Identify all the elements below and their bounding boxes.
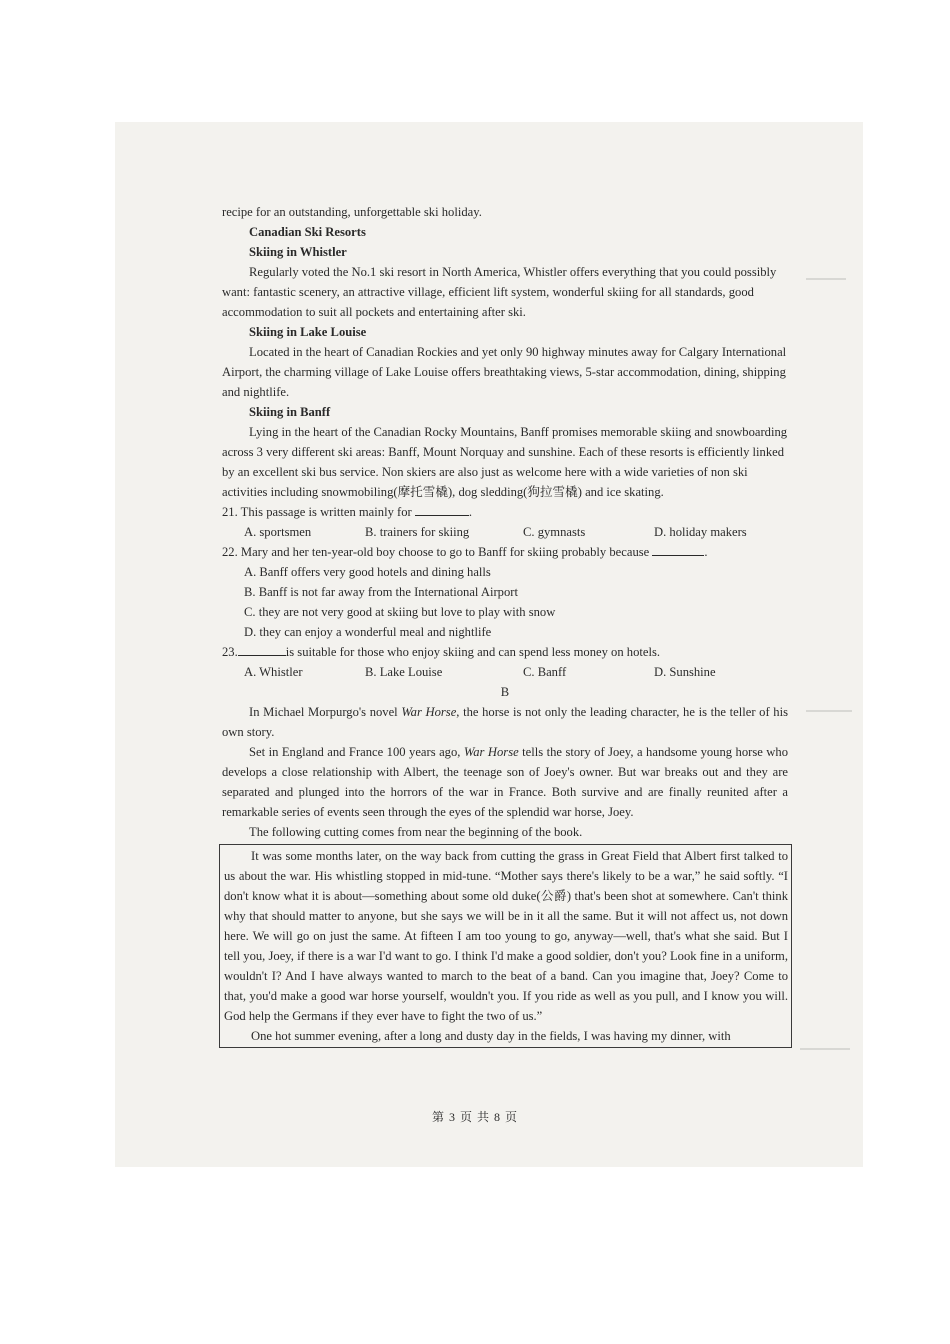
- option-a: A. sportsmen: [244, 525, 312, 539]
- passage-paragraph: The following cutting comes from near the beginning of the book.: [249, 825, 583, 839]
- option-d: D. Sunshine: [654, 665, 716, 679]
- intro-tail: recipe for an outstanding, unforgettable ski holiday.: [222, 205, 482, 219]
- question-21: [222, 502, 788, 522]
- book-title: War Horse: [463, 745, 519, 759]
- question-end: .: [468, 505, 473, 519]
- options-21: [222, 522, 788, 542]
- excerpt-box: [219, 844, 792, 1048]
- question-22: [222, 542, 788, 562]
- scan-bleed-mark: [806, 278, 846, 280]
- resort-description: Located in the heart of Canadian Rockies and yet only 90 highway minutes away for Calgary International Airport, the charming village of Lake Louise offers breathtaking views, 5-star accommodation, dining, shipping and nightlife.: [222, 345, 787, 399]
- option-b: B. Lake Louise: [365, 665, 443, 679]
- answer-blank: [238, 643, 286, 656]
- option-a: A. Whistler: [244, 665, 303, 679]
- passage-paragraph: In Michael Morpurgo's novel War Horse, the horse is not only the leading character, he is the teller of his own story.: [222, 705, 788, 739]
- resort-description: Regularly voted the No.1 ski resort in North America, Whistler offers everything that you could possibly want: fantastic scenery, an attractive village, efficient lift system, wonderful skiing for all standards, good accommodation to suit all pockets and entertaining after ski.: [222, 265, 777, 319]
- section-letter: B: [500, 685, 510, 699]
- question-stem: 21. This passage is written mainly for: [222, 505, 412, 519]
- option-b: B. trainers for skiing: [365, 525, 470, 539]
- option-c: C. Banff: [523, 665, 567, 679]
- resort-title: Skiing in Lake Louise: [249, 325, 367, 339]
- resort-title: Skiing in Banff: [249, 405, 331, 419]
- option-c: C. they are not very good at skiing but love to play with snow: [244, 605, 556, 619]
- page-number: 第 3 页 共 8 页: [431, 1110, 518, 1124]
- scan-bleed-mark: [800, 1048, 850, 1050]
- answer-blank: [652, 543, 704, 556]
- passage-paragraph: Set in England and France 100 years ago, War Horse tells the story of Joey, a handsome young horse who develops a close relationship with Albert, the teenage son of Joey's owner. But war breaks out and they are separated and plunged into the horrors of the war in France. Both survive and are finally reunited after a remarkable series of events seen through the eyes of the splendid war horse, Joey.: [222, 745, 788, 819]
- resort-title: Skiing in Whistler: [249, 245, 347, 259]
- option-d: D. they can enjoy a wonderful meal and nightlife: [244, 625, 492, 639]
- answer-blank: [415, 503, 469, 516]
- section-heading: Canadian Ski Resorts: [249, 225, 366, 239]
- option-c: C. gymnasts: [523, 525, 586, 539]
- excerpt-paragraph: One hot summer evening, after a long and dusty day in the fields, I was having my dinner, with: [251, 1029, 731, 1043]
- excerpt-paragraph: It was some months later, on the way back from cutting the grass in Great Field that Albert first talked to us about the war. His whistling stopped in mid-tune. “Mother says there's likely to be a war,” he said softly. “I don't know what it is about—something about some old duke(公爵) that's been shot at somewhere. Can't think why that should matter to anyone, but she says we will be in it all the same. But it will not affect us, not down here. We will go on just the same. At fifteen I am too young to go, anyway—well, that's what she said. But I tell you, Joey, if there is a war I'd want to go. I think I'd make a good soldier, don't you? Look fine in a uniform, wouldn't I? And I have always wanted to march to the beat of a band. Can you imagine that, Joey? Come to that, you'd make a good war horse yourself, wouldn't you. If you ride as well as you pull, and I know you will. God help the Germans if they ever have to fight the two of us.”: [224, 849, 788, 1023]
- document-body: [222, 202, 788, 1048]
- question-number: 23.: [222, 645, 238, 659]
- option-a: A. Banff offers very good hotels and dining halls: [244, 565, 491, 579]
- option-b: B. Banff is not far away from the International Airport: [244, 585, 518, 599]
- book-title: War Horse: [401, 705, 457, 719]
- question-stem: is suitable for those who enjoy skiing and can spend less money on hotels.: [285, 645, 661, 659]
- options-23: [222, 662, 788, 682]
- scan-bleed-mark: [806, 710, 852, 712]
- question-end: .: [704, 545, 708, 559]
- question-23: [222, 642, 788, 662]
- resort-description: Lying in the heart of the Canadian Rocky Mountains, Banff promises memorable skiing and snowboarding across 3 very different ski areas: Banff, Mount Norquay and sunshine. Each of these resorts is efficiently linked by an excellent ski bus service. Non skiers are also just as welcome here with a wide varieties of non ski activities including snowmobiling(摩托雪橇), dog sledding(狗拉雪橇) and ice skating.: [222, 425, 788, 499]
- question-stem: 22. Mary and her ten-year-old boy choose to go to Banff for skiing probably because: [222, 545, 650, 559]
- option-d: D. holiday makers: [654, 525, 747, 539]
